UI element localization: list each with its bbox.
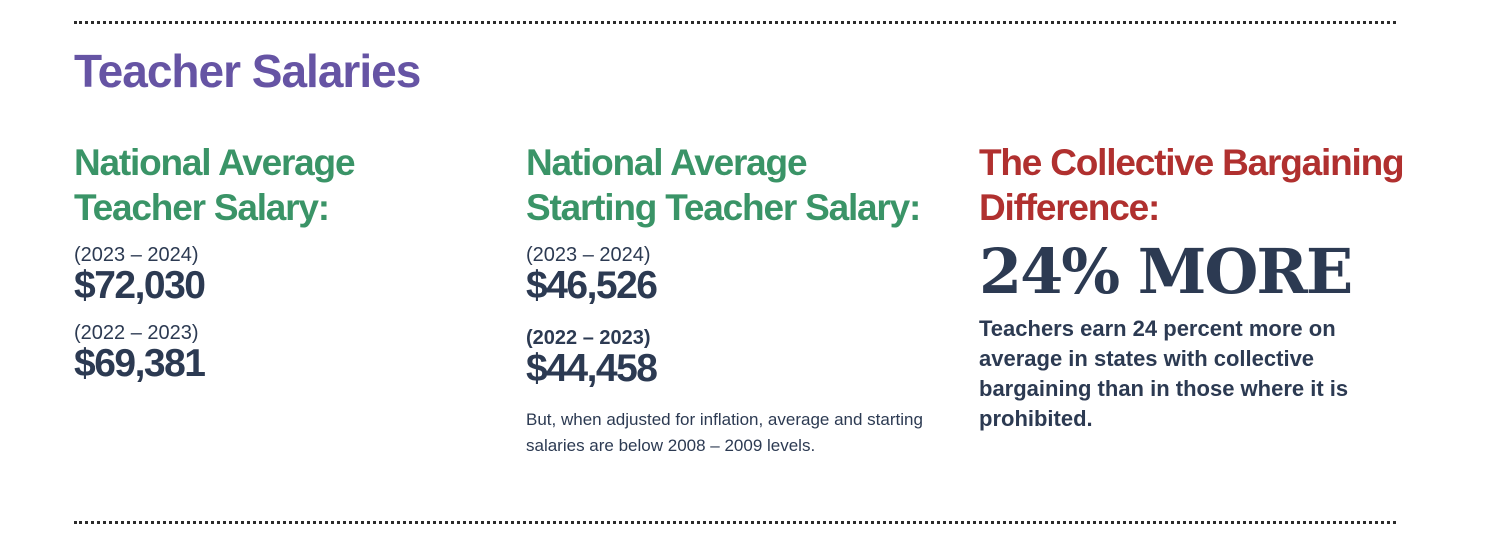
top-dotted-divider bbox=[74, 21, 1396, 24]
bottom-dotted-divider bbox=[74, 521, 1396, 524]
inflation-footnote: But, when adjusted for inflation, average and starting salaries are below 2008 – 2009 levels. bbox=[526, 410, 923, 455]
starting-salary-section bbox=[526, 140, 946, 476]
stat-period: (2023 – 2024) bbox=[526, 244, 651, 266]
stat-value: $69,381 bbox=[74, 342, 205, 385]
collective-bargaining-section bbox=[979, 140, 1409, 456]
stat-period: (2022 – 2023) bbox=[526, 327, 651, 349]
page-title: Teacher Salaries bbox=[74, 45, 421, 97]
stat-period: (2022 – 2023) bbox=[74, 322, 199, 344]
collective-bargaining-heading: The Collective Bargaining Difference: bbox=[979, 142, 1404, 228]
starting-salary-stat-2023-2024 bbox=[526, 244, 946, 306]
national-average-salary-section bbox=[74, 140, 494, 384]
bargaining-difference-stat: 24% MORE bbox=[979, 235, 1352, 308]
national-average-salary-heading: National Average Teacher Salary: bbox=[74, 142, 355, 228]
stat-value: $44,458 bbox=[526, 347, 657, 390]
salary-stat-2023-2024 bbox=[74, 244, 494, 306]
stat-value: $46,526 bbox=[526, 264, 657, 307]
bargaining-difference-caption: Teachers earn 24 percent more on average in states with collective bargaining than in those where it is prohibited. bbox=[979, 316, 1349, 431]
starting-salary-heading: National Average Starting Teacher Salary: bbox=[526, 142, 921, 228]
stat-period: (2023 – 2024) bbox=[74, 244, 199, 266]
stat-value: $72,030 bbox=[74, 264, 205, 307]
starting-salary-stat-2022-2023 bbox=[526, 327, 946, 389]
salary-stat-2022-2023 bbox=[74, 322, 494, 384]
